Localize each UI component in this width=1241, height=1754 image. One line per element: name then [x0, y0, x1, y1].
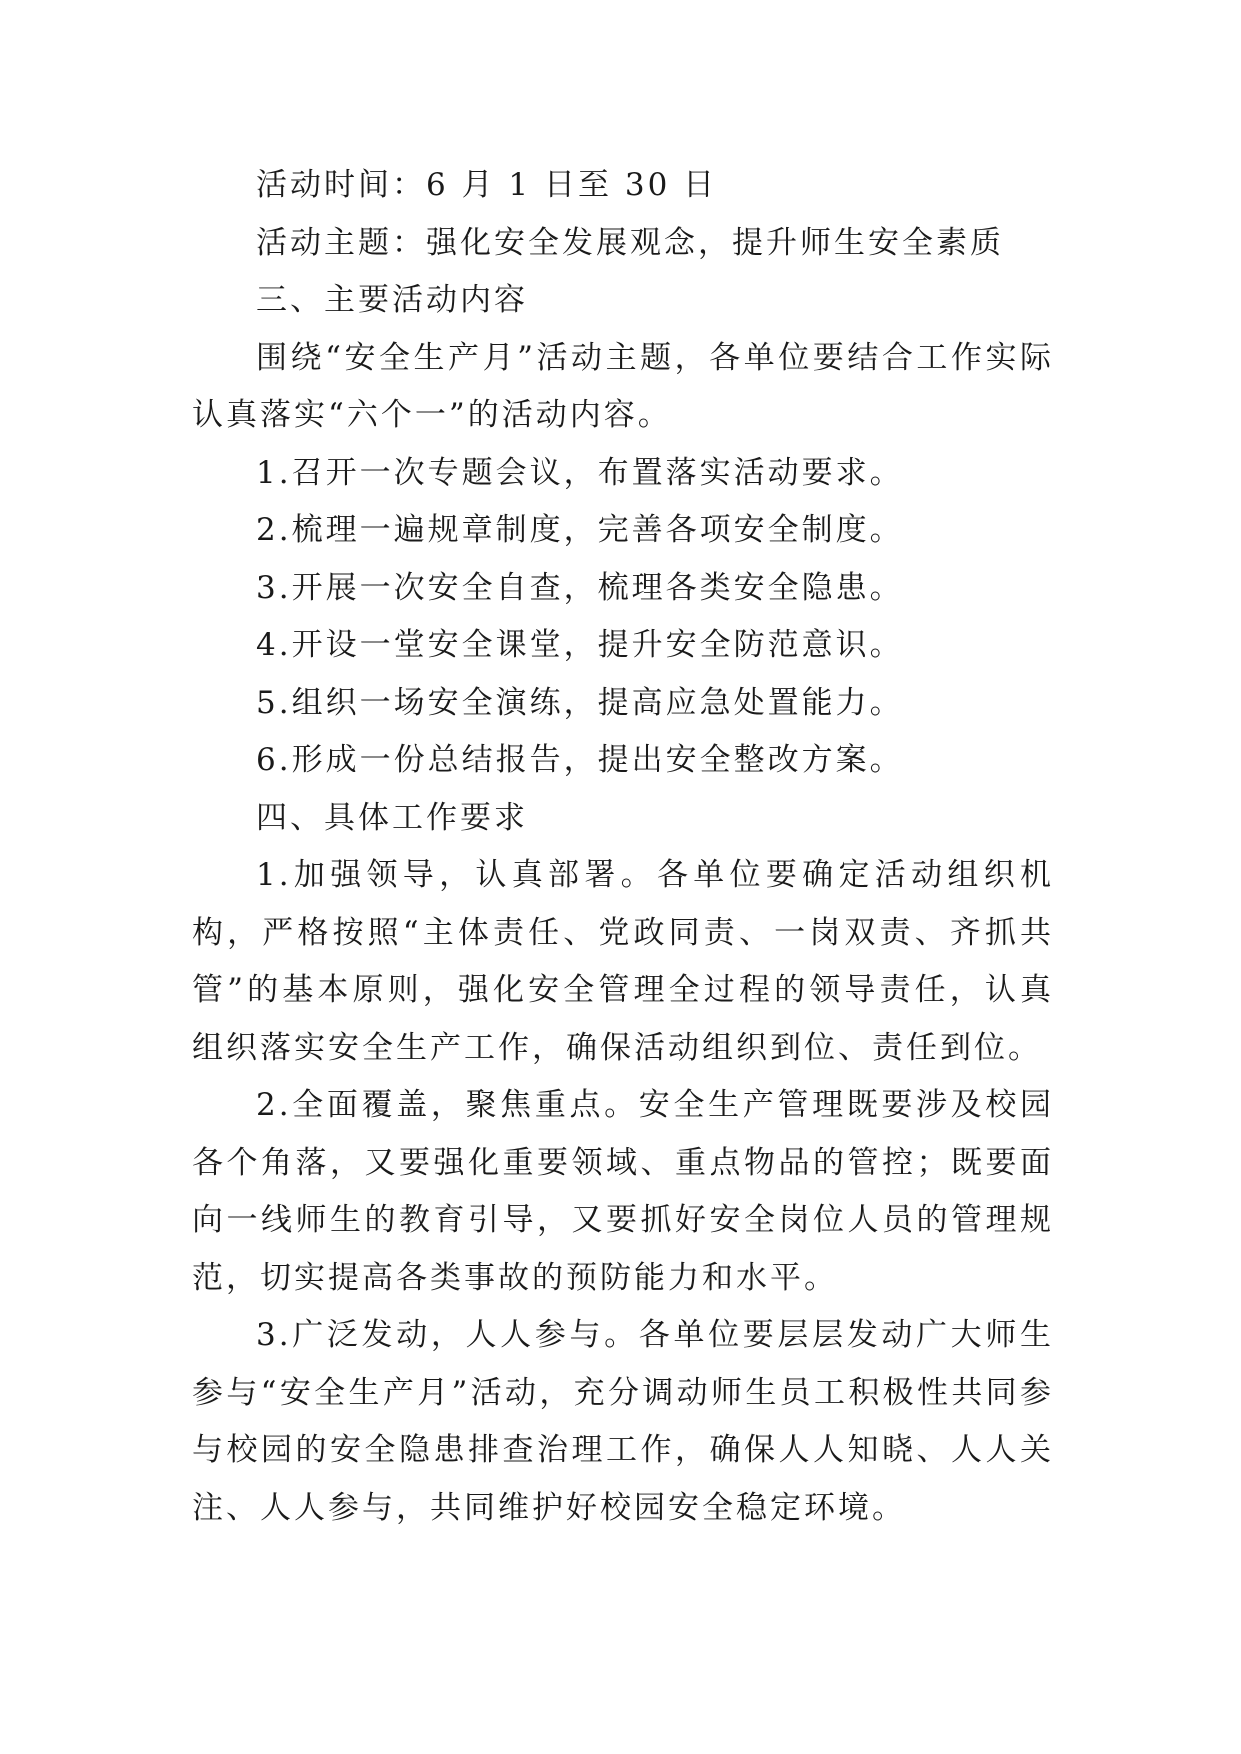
section-heading: 三、主要活动内容: [256, 282, 528, 318]
section-heading: 四、具体工作要求: [256, 799, 528, 836]
section-intro-paragraph: 围绕“安全生产月”活动主题，各单位要结合工作实际认真落实“六个一”的活动内容。: [192, 339, 1054, 433]
document-body: [192, 157, 1054, 1537]
requirement-paragraph: 3.广泛发动，人人参与。各单位要层层发动广大师生参与“安全生产月”活动，充分调动师生员工积极性共同参与校园的安全隐患排查治理工作，确保人人知晓、人人关注、人人参与，共同维护好校园安全稳定环境。: [192, 1317, 1054, 1526]
requirement-paragraph: 1.加强领导，认真部署。各单位要确定活动组织机构，严格按照“主体责任、党政同责、一岗双责、齐抓共管”的基本原则，强化安全管理全过程的领导责任，认真组织落实安全生产工作，确保活动组织到位、责任到位。: [192, 857, 1054, 1066]
list-item: 5.组织一场安全演练，提高应急处置能力。: [256, 684, 904, 721]
list-item: 6.形成一份总结报告，提出安全整改方案。: [256, 742, 904, 778]
list-item: 1.召开一次专题会议，布置落实活动要求。: [256, 454, 904, 491]
activity-time-line: 活动时间：6 月 1 日至 30 日: [256, 167, 718, 203]
list-item: 4.开设一堂安全课堂，提升安全防范意识。: [256, 627, 904, 663]
list-item: 3.开展一次安全自查，梳理各类安全隐患。: [256, 569, 904, 606]
requirement-paragraph: 2.全面覆盖，聚焦重点。安全生产管理既要涉及校园各个角落，又要强化重要领域、重点物品的管控；既要面向一线师生的教育引导，又要抓好安全岗位人员的管理规范，切实提高各类事故的预防能力和水平。: [192, 1087, 1054, 1296]
list-item: 2.梳理一遍规章制度，完善各项安全制度。: [256, 512, 904, 548]
activity-theme-line: 活动主题：强化安全发展观念，提升师生安全素质: [256, 224, 1004, 261]
